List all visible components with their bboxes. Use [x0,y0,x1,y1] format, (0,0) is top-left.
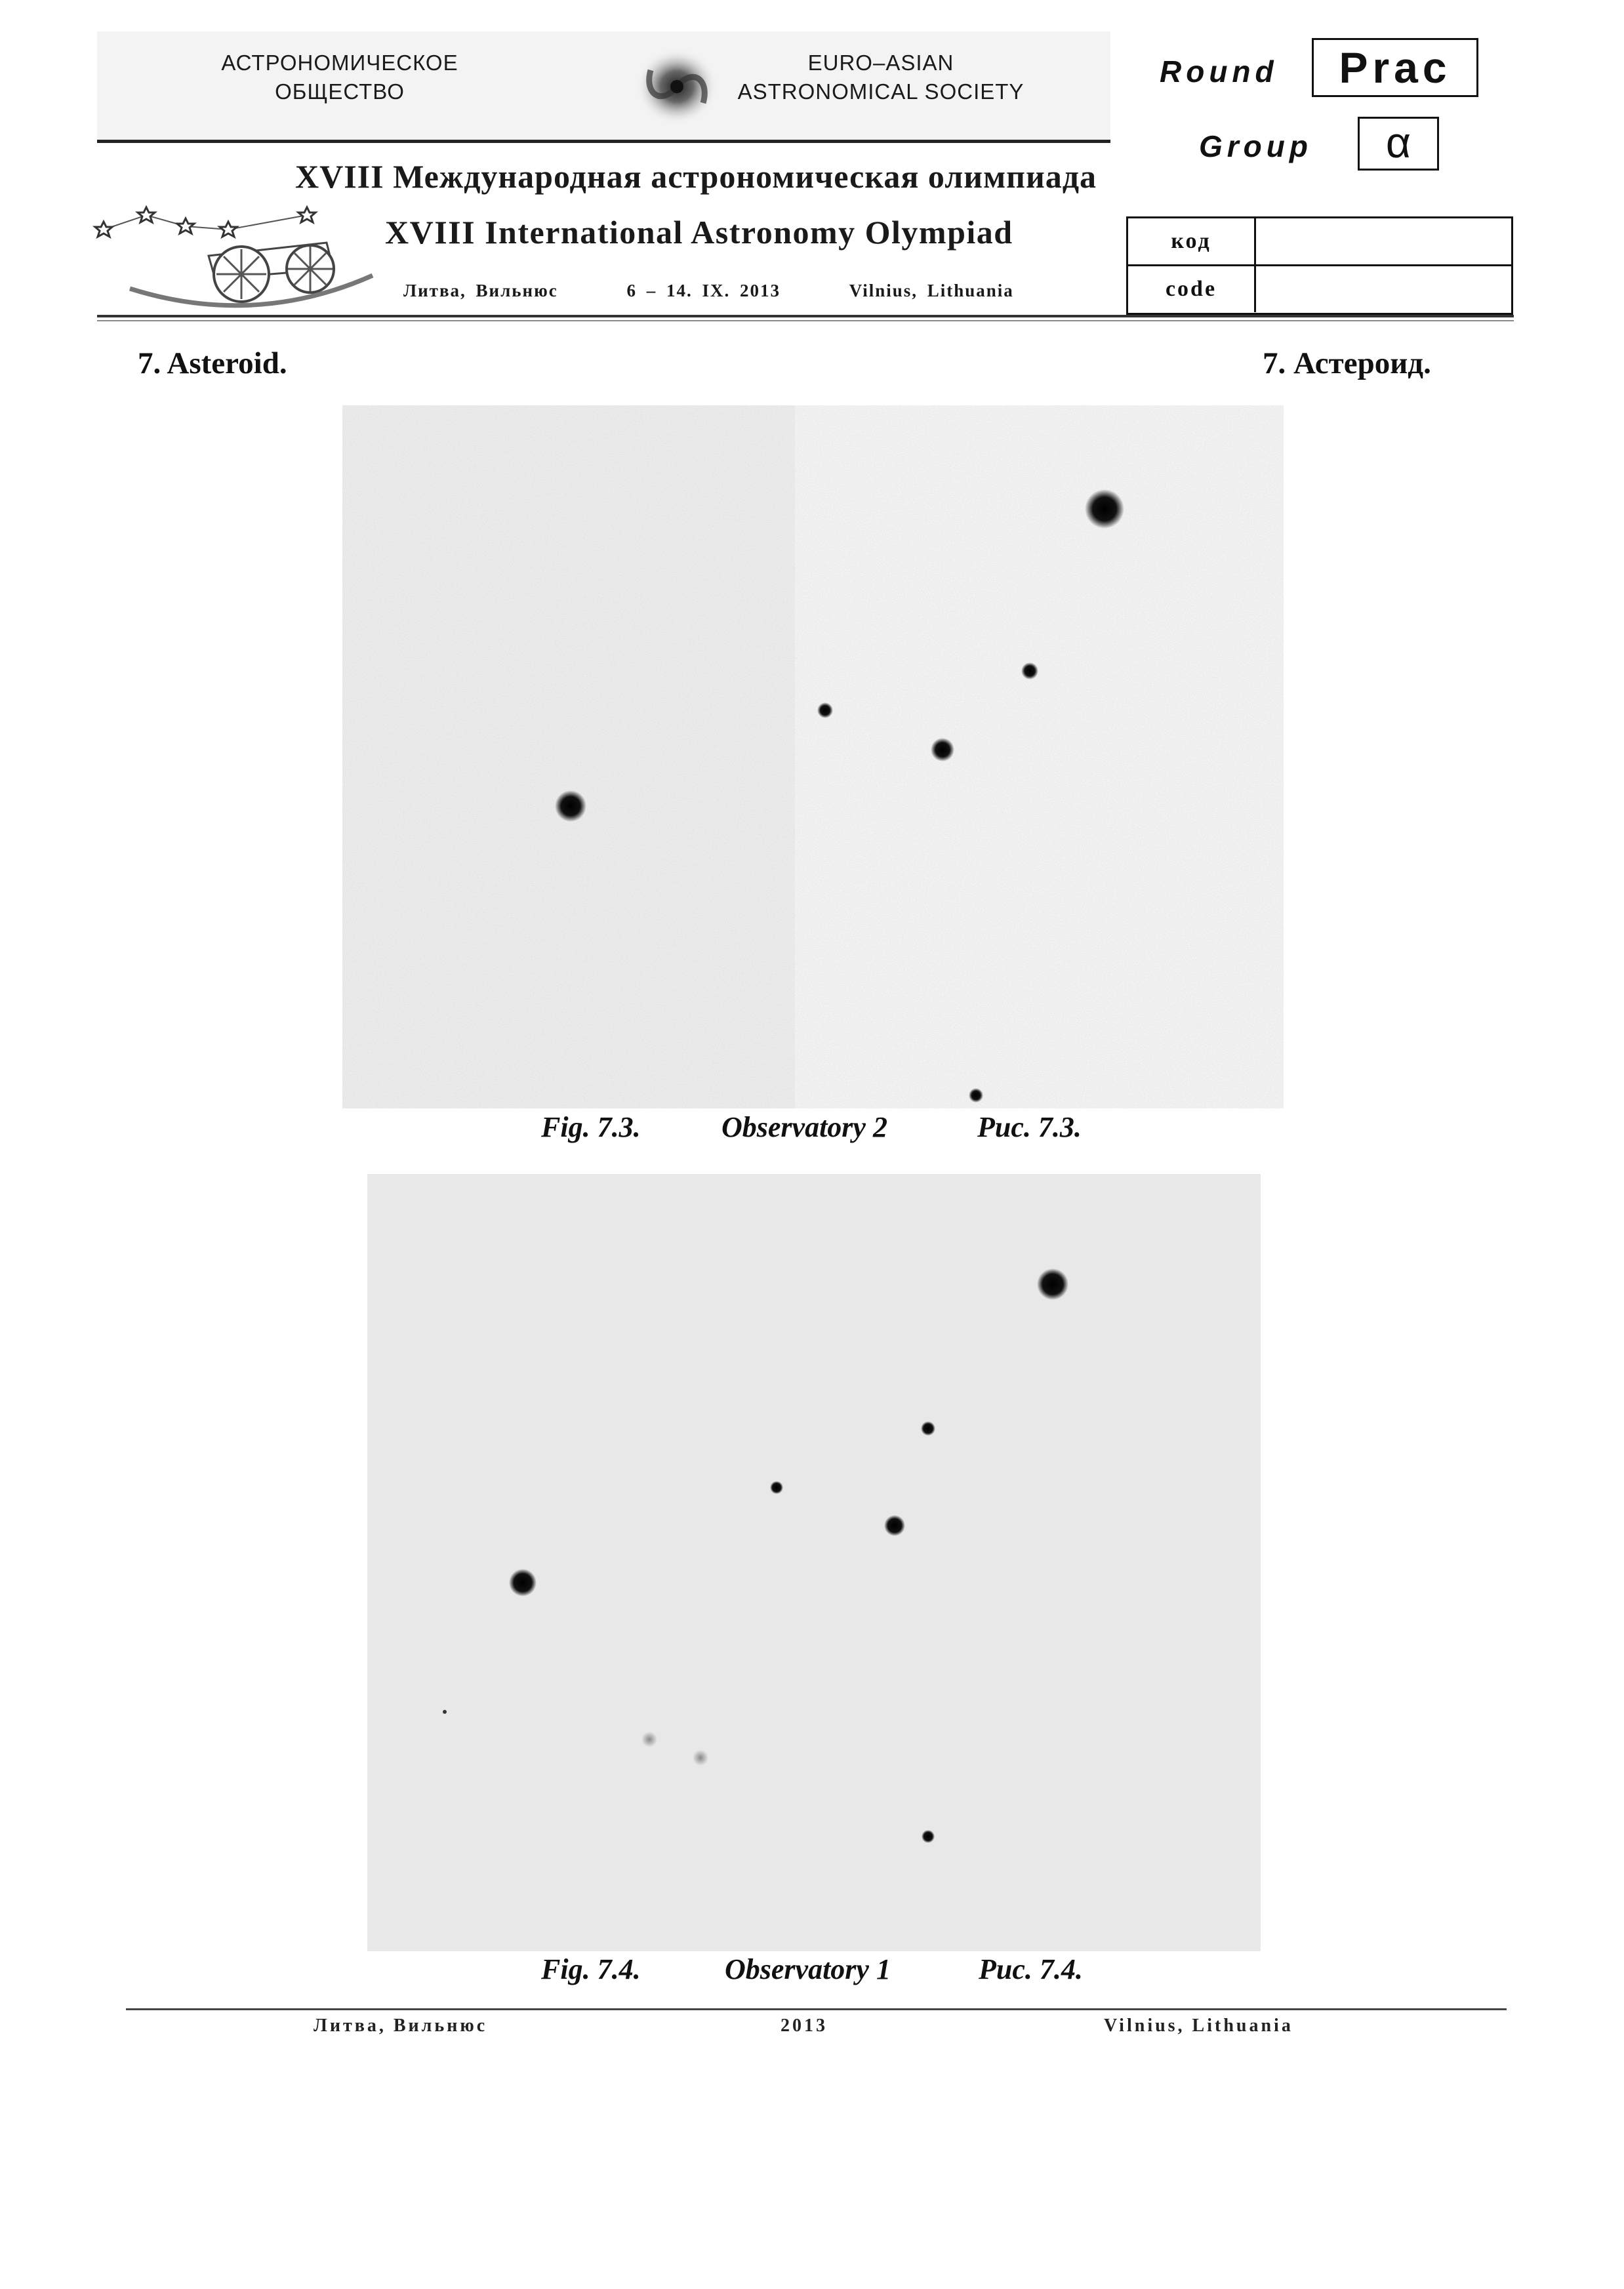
star-small-center-left [770,1481,783,1494]
faint-speck [443,1710,447,1714]
code-label-en: code [1128,266,1256,312]
location-ru: Литва, Вильнюс [403,281,558,300]
round-value-box: Prac [1312,38,1478,97]
footer-location-en: Vilnius, Lithuania [1104,2016,1293,2036]
figure-7-4-caption-en: Fig. 7.4. [541,1953,641,1985]
faint-star [693,1750,708,1766]
group-label: Group [1199,129,1312,163]
star-bright-upper-right [1085,489,1124,529]
footer-year: 2013 [781,2016,828,2036]
location-line [403,281,1014,301]
star-mid-right [1021,662,1038,679]
star-left [509,1569,537,1596]
code-label-ru: код [1128,218,1256,266]
figure-7-4-caption-ru: Рис. 7.4. [979,1953,1083,1985]
star-left [555,790,586,822]
star-center [884,1515,905,1536]
society-name-en: EURO–ASIAN ASTRONOMICAL SOCIETY [737,51,1025,104]
figure-7-3-observatory: Observatory 2 [721,1111,887,1143]
star-center [931,738,954,761]
code-table [1126,216,1513,315]
figure-7-4-image [367,1174,1261,1951]
star-bottom [969,1088,983,1103]
figure-7-3-image [342,405,1284,1108]
footer-rule [126,2008,1507,2010]
location-en: Vilnius, Lithuania [849,281,1014,300]
faint-star [641,1732,657,1747]
header-divider [97,140,1110,143]
star-mid-right [921,1421,935,1436]
figure-7-4-observatory: Observatory 1 [725,1953,891,1985]
figure-7-3-caption-ru: Рис. 7.3. [977,1111,1082,1143]
olympiad-title-en: XVIII International Astronomy Olympiad [385,214,1013,251]
olympiad-title-ru: XVIII Международная астрономическая олимпиада [295,158,1097,195]
code-table-divider [1256,264,1511,266]
society-name-ru: АСТРОНОМИЧЕСКОЕ ОБЩЕСТВО [221,51,458,104]
problem-title-ru: 7. Астероид. [1263,346,1431,380]
group-value-box: α [1358,117,1439,171]
round-label: Round [1160,54,1278,89]
problem-title-en: 7. Asteroid. [138,346,287,380]
header-bottom-rule-thin [97,320,1514,321]
header-bottom-rule [97,315,1514,317]
star-bottom [922,1830,935,1843]
star-bright-upper-right [1037,1268,1068,1300]
footer-location-ru: Литва, Вильнюс [314,2016,488,2036]
olympiad-dates: 6 – 14. IX. 2013 [626,281,781,300]
star-small-center-left [817,702,833,718]
figure-7-3-caption-en: Fig. 7.3. [541,1111,641,1143]
society-banner [97,31,1110,140]
olympiad-logo [91,197,379,315]
